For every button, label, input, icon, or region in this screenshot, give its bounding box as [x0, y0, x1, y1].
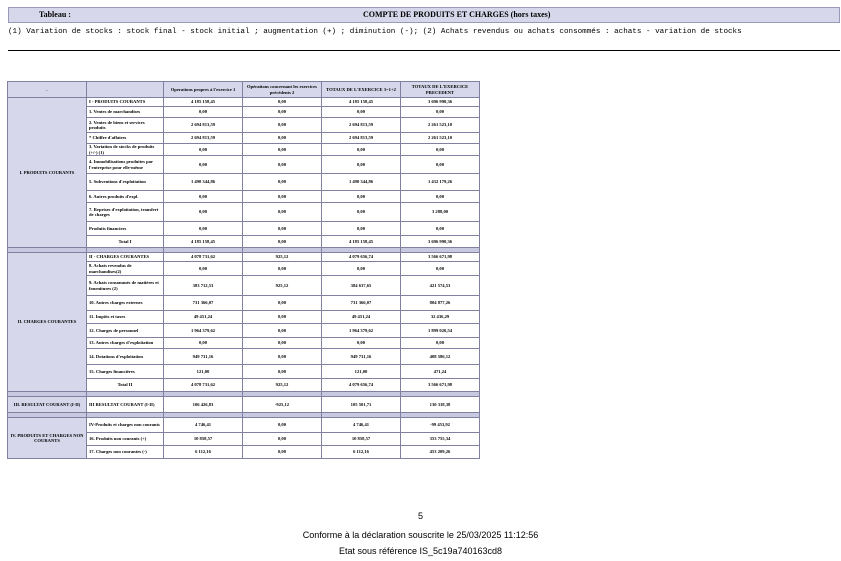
row-label: 6. Autres produits d'expl.: [87, 191, 164, 203]
value-cell: 130 318,38: [401, 397, 480, 413]
page-number: 5: [417, 511, 423, 521]
value-cell: 49 451,24: [322, 311, 401, 324]
value-cell: 0,00: [243, 311, 322, 324]
value-cell: 2 694 813,59: [322, 133, 401, 144]
value-cell: 0,00: [164, 338, 243, 349]
value-cell: 421 574,53: [401, 276, 480, 296]
value-cell: 383 712,53: [164, 276, 243, 296]
row-label: III RESULTAT COURANT (I-II): [87, 397, 164, 413]
value-cell: 6 112,16: [322, 446, 401, 459]
value-cell: 0,00: [243, 296, 322, 311]
value-cell: 453 209,26: [401, 446, 480, 459]
value-cell: 49 451,24: [164, 311, 243, 324]
value-cell: 0,00: [243, 133, 322, 144]
value-cell: 121,00: [322, 365, 401, 379]
value-cell: 0,00: [322, 222, 401, 236]
page-title: COMPTE DE PRODUITS ET CHARGES (hors taxes): [363, 10, 551, 19]
value-cell: 0,00: [322, 203, 401, 222]
value-cell: 4 078 731,62: [164, 379, 243, 392]
value-cell: 925,12: [243, 276, 322, 296]
value-cell: 0,00: [401, 144, 480, 156]
row-label: 5. Subventions d'exploitation: [87, 174, 164, 191]
value-cell: 384 637,65: [322, 276, 401, 296]
row-label: 17. Charges non courantes (-): [87, 446, 164, 459]
footnote-variation-stocks: (1) Variation de stocks : stock final - stock initial ; augmentation (+) ; diminution (-); (2) Achats revendus ou achats consommés : achats - variation de stocks: [8, 25, 840, 51]
value-cell: 0,00: [243, 98, 322, 107]
value-cell: 1 490 344,86: [322, 174, 401, 191]
row-label: 15. Charges financières: [87, 365, 164, 379]
value-cell: 3 288,00: [401, 203, 480, 222]
value-cell: 925,12: [243, 253, 322, 262]
row-label: IV-Produits et charges non courants: [87, 418, 164, 433]
table-row: [8, 418, 480, 433]
value-cell: 32 436,29: [401, 311, 480, 324]
section-label: II. CHARGES COURANTES: [8, 253, 87, 392]
value-cell: 0,00: [243, 203, 322, 222]
value-cell: 1 964 379,62: [322, 324, 401, 338]
value-cell: 4 079 656,74: [322, 379, 401, 392]
table-row: [8, 98, 480, 107]
row-label: 4. Immobilisations produites par l'entreprise pour elle-même: [87, 156, 164, 174]
value-cell: 3 566 671,98: [401, 253, 480, 262]
conformity-statement: Conforme à la déclaration souscrite le 25/03/2025 11:12:56: [302, 530, 539, 540]
value-cell: 0,00: [322, 262, 401, 276]
value-cell: 0,00: [164, 107, 243, 118]
col-header: TOTAUX DE L'EXERCICE PRECEDENT: [401, 82, 480, 98]
table-row: [8, 397, 480, 413]
value-cell: 0,00: [164, 222, 243, 236]
value-cell: 0,00: [401, 156, 480, 174]
value-cell: 0,00: [243, 324, 322, 338]
value-cell: 0,00: [243, 107, 322, 118]
row-label: Produits financiers: [87, 222, 164, 236]
value-cell: 0,00: [243, 365, 322, 379]
section-label: III. RESULTAT COURANT (I-II): [8, 397, 87, 413]
value-cell: 0,00: [243, 418, 322, 433]
section-label: IV. PRODUITS ET CHARGES NON COURANTS: [8, 418, 87, 459]
value-cell: 0,00: [243, 118, 322, 133]
value-cell: 4 185 158,45: [322, 236, 401, 248]
col-header: Operations propres à l'exercice 1: [164, 82, 243, 98]
table-header-bar: [8, 7, 840, 23]
row-label: II - CHARGES COURANTES: [87, 253, 164, 262]
row-label: 3. Variation de stocks de produits (+/-) (1): [87, 144, 164, 156]
value-cell: 0,00: [164, 203, 243, 222]
value-cell: 0,00: [164, 191, 243, 203]
value-cell: 0,00: [401, 262, 480, 276]
value-cell: 0,00: [243, 222, 322, 236]
value-cell: 3 696 990,36: [401, 236, 480, 248]
value-cell: 0,00: [243, 156, 322, 174]
value-cell: 4 185 158,45: [164, 236, 243, 248]
value-cell: 0,00: [322, 144, 401, 156]
row-label: 11. Impôts et taxes: [87, 311, 164, 324]
row-label: 9. Achats consommés de matières et fournitures (2): [87, 276, 164, 296]
value-cell: 0,00: [164, 262, 243, 276]
value-cell: 1 490 344,86: [164, 174, 243, 191]
value-cell: 0,00: [401, 191, 480, 203]
value-cell: 2 694 813,59: [322, 118, 401, 133]
row-label: 7. Reprises d'exploitation, transfert de charges: [87, 203, 164, 222]
value-cell: 0,00: [401, 222, 480, 236]
row-label: 8. Achats revendus de marchandises(2): [87, 262, 164, 276]
value-cell: 0,00: [164, 144, 243, 156]
value-cell: 0,00: [322, 107, 401, 118]
value-cell: 925,12: [243, 379, 322, 392]
value-cell: 0,00: [322, 156, 401, 174]
value-cell: 0,00: [243, 433, 322, 446]
value-cell: 949 731,16: [164, 349, 243, 365]
reference-statement: Etat sous référence IS_5c19a740163cd8: [338, 546, 503, 556]
section-label: I. PRODUITS COURANTS: [8, 98, 87, 248]
value-cell: 0,00: [322, 191, 401, 203]
value-cell: 0,00: [243, 446, 322, 459]
value-cell: 353 755,34: [401, 433, 480, 446]
row-label: 1. Ventes de marchandises: [87, 107, 164, 118]
value-cell: 105 501,71: [322, 397, 401, 413]
value-cell: 0,00: [243, 174, 322, 191]
value-cell: 3 566 671,98: [401, 379, 480, 392]
value-cell: 731 366,07: [164, 296, 243, 311]
value-cell: 2 694 813,59: [164, 118, 243, 133]
row-label: 13. Autres charges d'exploitation: [87, 338, 164, 349]
value-cell: 1 899 026,54: [401, 324, 480, 338]
value-cell: 106 426,83: [164, 397, 243, 413]
value-cell: 10 858,57: [164, 433, 243, 446]
value-cell: 731 366,07: [322, 296, 401, 311]
compte-produits-charges-table: [7, 81, 480, 459]
value-cell: 4 079 656,74: [322, 253, 401, 262]
row-label: 16. Produits non courants (+): [87, 433, 164, 446]
value-cell: 0,00: [322, 338, 401, 349]
value-cell: 6 112,16: [164, 446, 243, 459]
value-cell: 4 746,41: [164, 418, 243, 433]
value-cell: 4 746,41: [322, 418, 401, 433]
value-cell: 0,00: [164, 156, 243, 174]
value-cell: 1 964 379,62: [164, 324, 243, 338]
row-label: 10. Autres charges externes: [87, 296, 164, 311]
row-label: I - PRODUITS COURANTS: [87, 98, 164, 107]
col-header: TOTAUX DE L'EXERCICE 3=1+2: [322, 82, 401, 98]
tableau-label: Tableau :: [39, 10, 71, 19]
value-cell: 0,00: [401, 107, 480, 118]
row-label: * Chiffre d'affaires: [87, 133, 164, 144]
col-header: Opérations concernant les exercices précédents 2: [243, 82, 322, 98]
value-cell: 2 694 813,59: [164, 133, 243, 144]
col-header: .: [8, 82, 87, 98]
row-label: Total I: [87, 236, 164, 248]
row-label: 12. Charges de personnel: [87, 324, 164, 338]
value-cell: 4 185 158,45: [164, 98, 243, 107]
value-cell: 804 877,26: [401, 296, 480, 311]
table-row: [8, 253, 480, 262]
value-cell: 0,00: [243, 191, 322, 203]
table-body: [8, 98, 480, 459]
value-cell: 0,00: [401, 338, 480, 349]
value-cell: 471,24: [401, 365, 480, 379]
value-cell: 0,00: [243, 236, 322, 248]
value-cell: 408 586,12: [401, 349, 480, 365]
table-header-row: [8, 82, 480, 98]
value-cell: -925,12: [243, 397, 322, 413]
value-cell: 2 261 523,10: [401, 133, 480, 144]
row-label: 2. Ventes de biens et services produits: [87, 118, 164, 133]
value-cell: 0,00: [243, 349, 322, 365]
row-label: 14. Dotations d'exploitation: [87, 349, 164, 365]
value-cell: 2 261 523,10: [401, 118, 480, 133]
col-header: [87, 82, 164, 98]
value-cell: 4 078 731,62: [164, 253, 243, 262]
value-cell: 121,00: [164, 365, 243, 379]
value-cell: 949 731,16: [322, 349, 401, 365]
value-cell: 0,00: [243, 144, 322, 156]
value-cell: -99 453,92: [401, 418, 480, 433]
value-cell: 1 432 179,26: [401, 174, 480, 191]
value-cell: 3 696 990,36: [401, 98, 480, 107]
row-label: Total II: [87, 379, 164, 392]
value-cell: 0,00: [243, 262, 322, 276]
value-cell: 10 858,57: [322, 433, 401, 446]
value-cell: 0,00: [243, 338, 322, 349]
value-cell: 4 185 158,45: [322, 98, 401, 107]
